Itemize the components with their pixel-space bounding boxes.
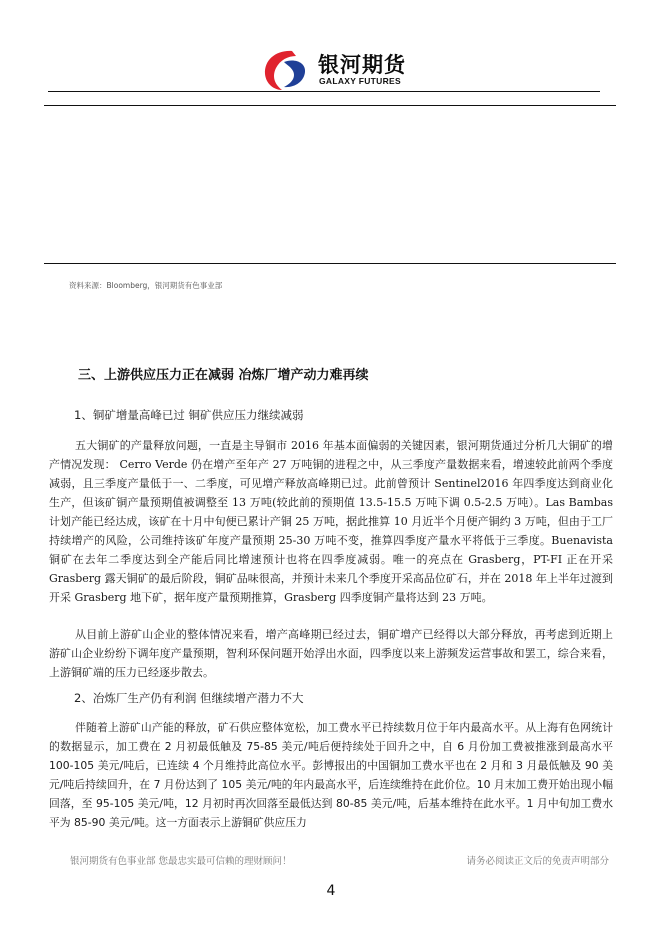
- subsection-heading-2: 2、冶炼厂生产仍有利润 但继续增产潜力不大: [74, 691, 304, 705]
- paragraph-copper-mines: 五大铜矿的产量释放问题，一直是主导铜市 2016 年基本面偏弱的关键因素，银河期货通过分析几大铜矿的增产情况发现： Cerro Verde 仍在增产至年产 27 万吨铜的进程之中，从三季度产量数据来看，增速较此前两个季度减弱，且三季度产量低于一、二季度，可见增产释放高峰期已过。此前曾预计 Sentinel2016 年四季度达到商业化生产，但该矿铜产量预期值被调整至 13 万吨(较此前的预期值 13.5-15.5 万吨下调 0.5-2.5 万吨）。Las Bambas 计划产能已经达成，该矿在十月中旬便已累计产铜 25 万吨，据此推算 10 月近半个月便产铜约 3 万吨，但由于工厂持续增产的风险，公司维持该矿年度产量预期 25-30 万吨不变，推算四季度产量水平将低于三季度。Buenavista 铜矿在去年二季度达到全产能后同比增速预计也将在四季度减弱。唯一的亮点在 Grasberg，PT-FI 正在开采 Grasberg 露天铜矿的最后阶段，铜矿品味很高，并预计未来几个季度开采高品位矿石，并在 2018 年上半年过渡到开采 Grasberg 地下矿，据年度产量预期推算，Grasberg 四季度铜产量将达到 23 万吨。: [49, 439, 613, 604]
- galaxy-futures-logo: [262, 48, 412, 92]
- footer-disclaimer-note: 请务必阅读正文后的免责声明部分: [466, 856, 609, 867]
- logo-english-text: GALAXY FUTURES: [319, 76, 401, 86]
- subsection-heading-1: 1、铜矿增量高峰已过 铜矿供应压力继续减弱: [74, 408, 304, 422]
- figure-bottom-border: [44, 263, 616, 264]
- figure-source-note: 资料来源：Bloomberg，银河期货有色事业部: [69, 281, 223, 290]
- paragraph-upstream-summary: 从目前上游矿山企业的整体情况来看，增产高峰期已经过去，铜矿增产已经得以大部分释放，再考虑到近期上游矿山企业纷纷下调年度产量预期，智利环保问题开始浮出水面，四季度以来上游频发运营事故和罢工，综合来看，上游铜矿端的压力已经逐步散去。: [49, 628, 613, 679]
- footer-slogan: 银河期货有色事业部 您最忠实最可信赖的理财顾问！: [70, 856, 292, 867]
- logo-chinese-text: 银河期货: [318, 53, 406, 77]
- galaxy-logo-icon: [262, 48, 308, 92]
- paragraph-smelter-fees: 伴随着上游矿山产能的释放，矿石供应整体宽松，加工费水平已持续数月位于年内最高水平。从上海有色网统计的数据显示，加工费在 2 月初最低触及 75-85 美元/吨后便持续处于回升之中，自 6 月份加工费被推涨到最高水平 100-105 美元/吨后，已连续 4 个月维持此高位水平。彭博报出的中国铜加工费水平也在 2 月和 3 月最低触及 90 美元/吨后持续回升，在 7 月份达到了 105 美元/吨的年内最高水平，后连续维持在此价位。10 月末加工费开始出现小幅回落，至 95-105 美元/吨，12 月初时再次回落至最低达到 80-85 美元/吨，后基本维持在此水平。1 月中旬加工费水平为 85-90 美元/吨。这一方面表示上游铜矿供应压力: [49, 721, 613, 829]
- page-number: 4: [326, 883, 336, 899]
- section-heading: 三、上游供应压力正在减弱 冶炼厂增产动力难再续: [78, 368, 369, 383]
- figure-top-border: [44, 105, 616, 106]
- header-divider: [48, 91, 600, 92]
